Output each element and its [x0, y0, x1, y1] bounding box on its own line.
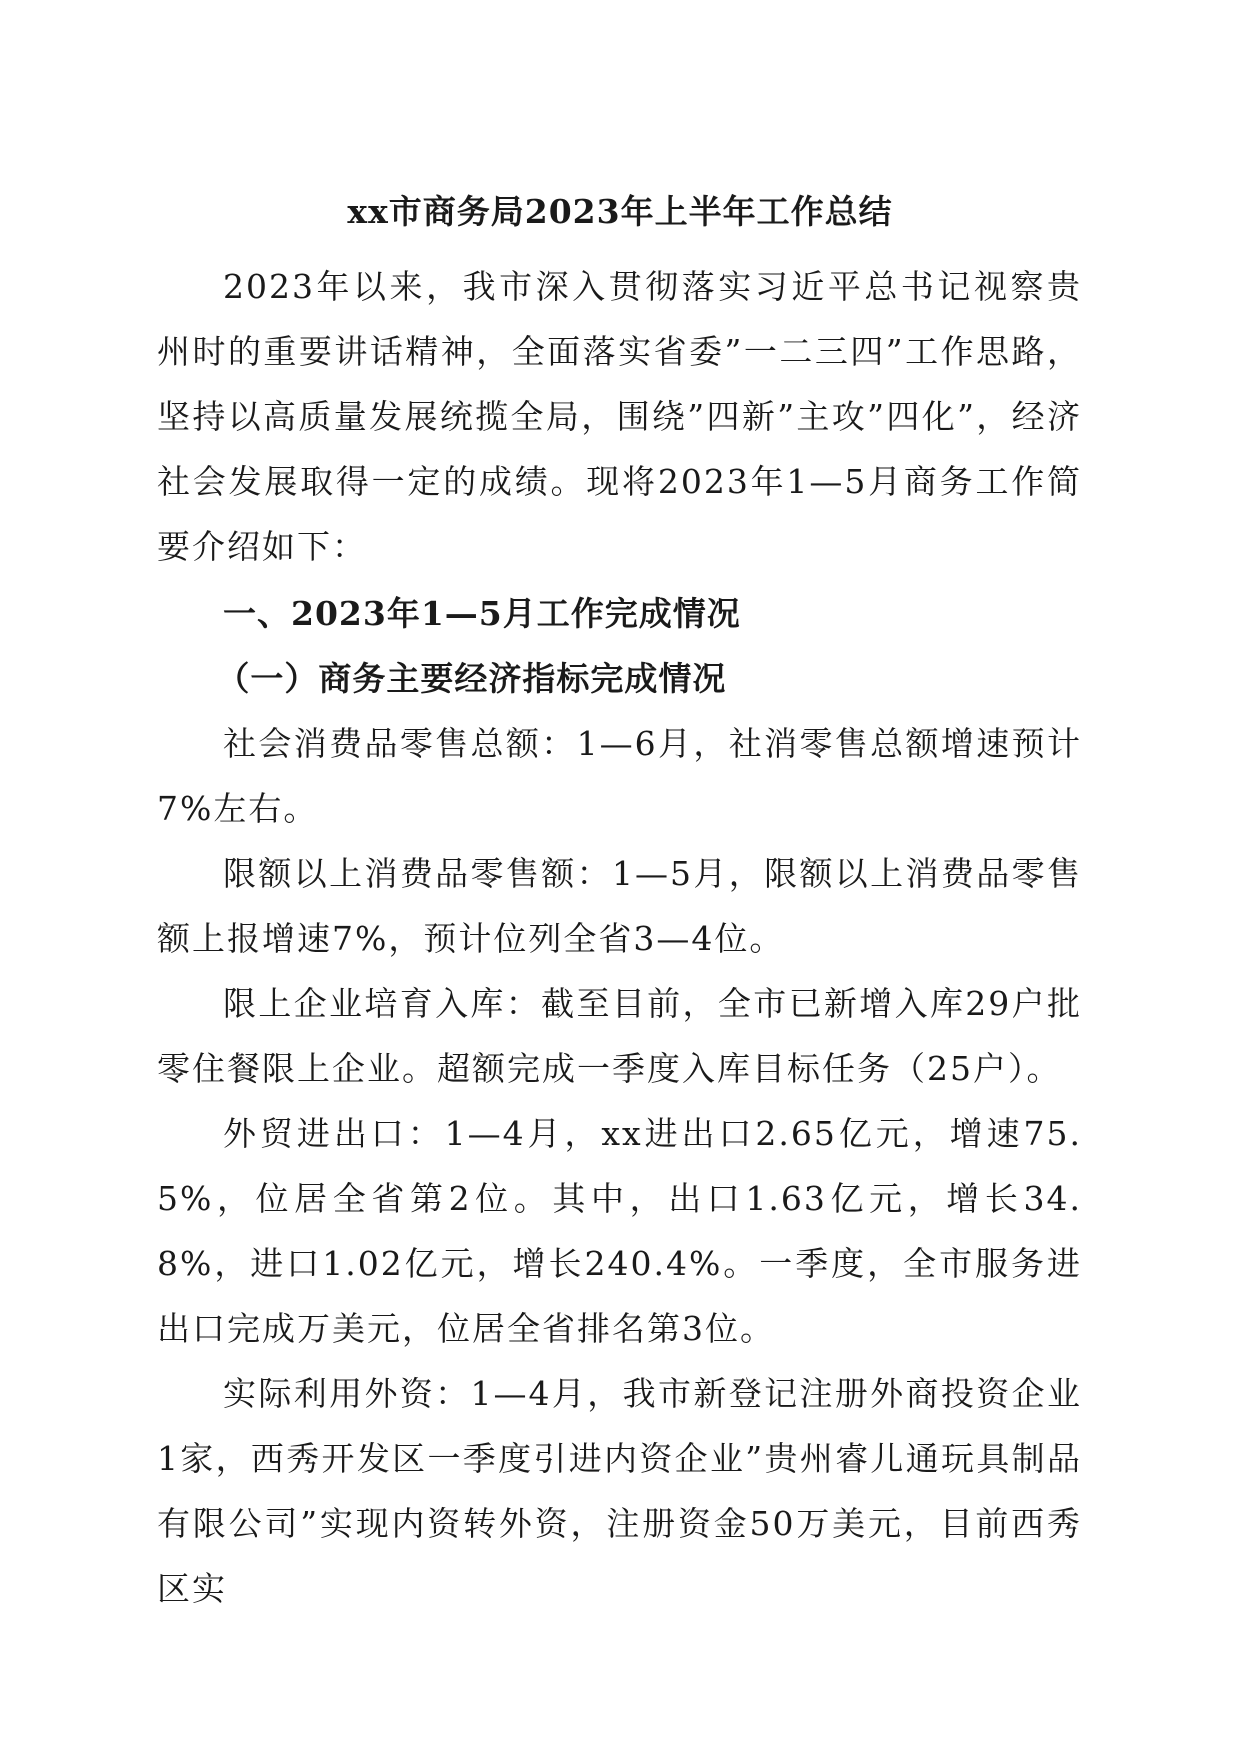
foreign-trade-paragraph: 外贸进出口：1—4月，xx进出口2.65亿元，增速75.5%，位居全省第2位。其中，出口1.63亿元，增长34.8%，进口1.02亿元，增长240.4%。一季度，全市服务进出口完成万美元，位居全省排名第3位。: [157, 1114, 1082, 1348]
subsection-heading: （一）商务主要经济指标完成情况: [216, 659, 727, 698]
document-title: xx市商务局2023年上半年工作总结: [347, 192, 893, 231]
retail-sales-paragraph: 社会消费品零售总额：1—6月，社消零售总额增速预计7%左右。: [157, 724, 1082, 828]
document-body: [157, 254, 1082, 1621]
section-heading: 一、2023年1—5月工作完成情况: [223, 594, 741, 633]
foreign-investment-paragraph: 实际利用外资：1—4月，我市新登记注册外商投资企业1家，西秀开发区一季度引进内资企业”贵州睿儿通玩具制品有限公司”实现内资转外资，注册资金50万美元，目前西秀区实: [157, 1374, 1082, 1608]
intro-paragraph: 2023年以来，我市深入贯彻落实习近平总书记视察贵州时的重要讲话精神，全面落实省委”一二三四”工作思路，坚持以高质量发展统揽全局，围绕”四新”主攻”四化”，经济社会发展取得一定的成绩。现将2023年1—5月商务工作简要介绍如下：: [157, 267, 1082, 566]
above-quota-retail-paragraph: 限额以上消费品零售额：1—5月，限额以上消费品零售额上报增速7%，预计位列全省3—4位。: [157, 854, 1082, 958]
enterprise-cultivation-paragraph: 限上企业培育入库：截至目前，全市已新增入库29户批零住餐限上企业。超额完成一季度入库目标任务（25户）。: [157, 984, 1082, 1088]
